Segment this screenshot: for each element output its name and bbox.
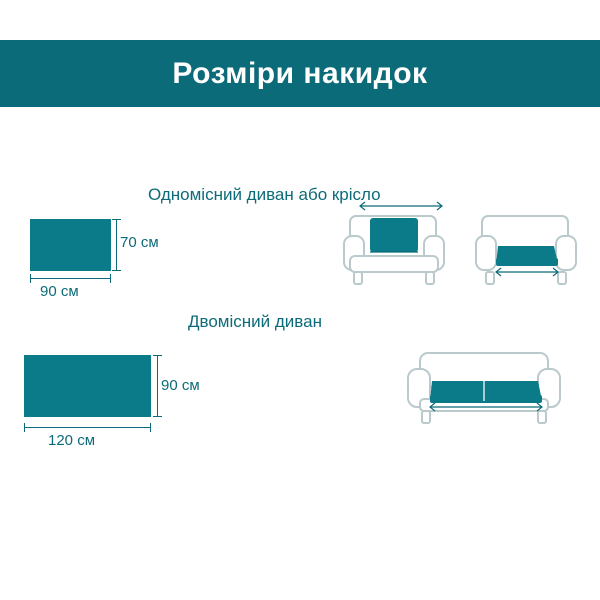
dim-line-double-width (24, 427, 151, 428)
section-title-double: Двомісний диван (188, 312, 322, 331)
dim-tick-double-height-top (153, 355, 162, 356)
section-title-single: Одномісний диван або крісло (148, 185, 381, 204)
dim-label-double-height: 90 см (161, 377, 200, 394)
dim-tick-single-height-bottom (112, 270, 121, 271)
dim-label-double-width: 120 см (48, 432, 96, 449)
armchair-back-cover-illustration (330, 200, 454, 292)
dim-line-double-height (157, 355, 158, 417)
armchair-seat-cover-icon (462, 200, 586, 292)
dim-tick-double-width-left (24, 423, 25, 432)
dim-label-single-height: 70 см (120, 234, 159, 251)
dim-line-single-width (30, 278, 111, 279)
swatch-double-rect (24, 355, 151, 417)
dim-tick-single-height-top (112, 219, 121, 220)
dim-line-single-height (116, 219, 117, 271)
header-banner (0, 40, 600, 107)
two-seat-sofa-illustration (398, 345, 570, 435)
dim-label-single-width: 90 см (40, 283, 79, 300)
dim-tick-double-height-bottom (153, 416, 162, 417)
swatch-single-rect (30, 219, 111, 271)
page-title: Розміри накидок (172, 56, 428, 90)
dim-tick-single-width-right (110, 274, 111, 283)
two-seat-sofa-icon (398, 345, 570, 435)
cover-fabric-back (370, 218, 418, 252)
armchair-seat-cover-illustration (462, 200, 586, 292)
dim-tick-double-width-right (150, 423, 151, 432)
armchair-back-cover-icon (330, 200, 454, 292)
dim-tick-single-width-left (30, 274, 31, 283)
